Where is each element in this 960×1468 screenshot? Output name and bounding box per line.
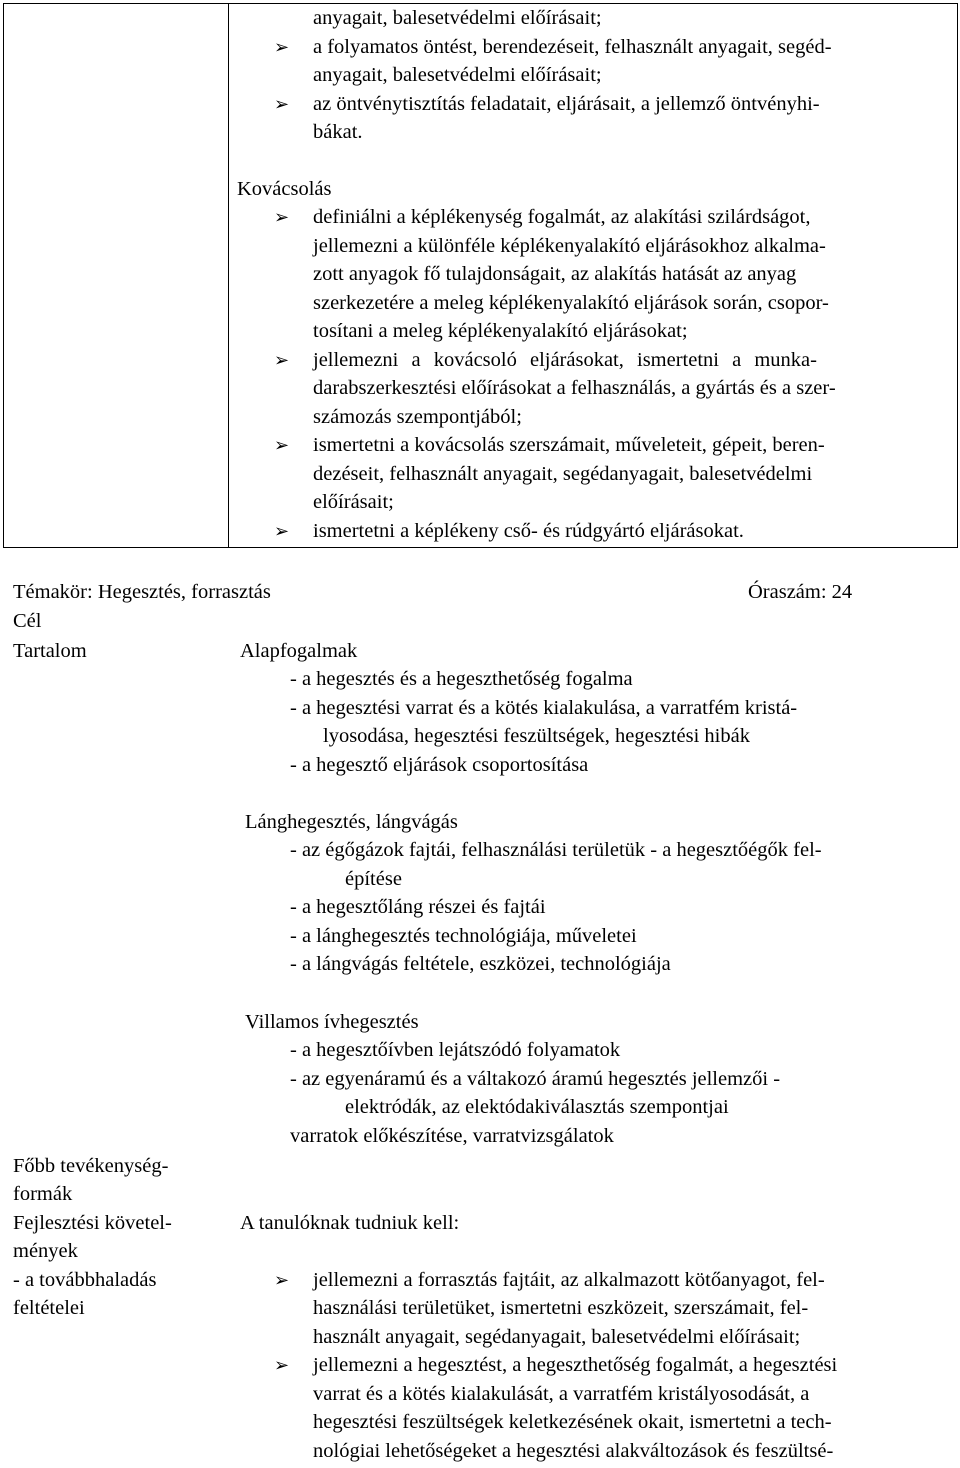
arc-title: Villamos ívhegesztés (245, 1011, 419, 1033)
arrowhead-bullet-icon: ➢ (274, 350, 290, 370)
bullet-line: jellemezni a kovácsoló eljárásokat, ismertetni a munka- (313, 349, 817, 371)
bullet-line: a folyamatos öntést, berendezéseit, felhasznált anyagait, segéd- (313, 36, 832, 58)
basics-title: Alapfogalmak (240, 640, 358, 662)
requirement-line: jellemezni a hegesztést, a hegeszthetőség fogalmát, a hegesztési (313, 1354, 838, 1376)
requirement-line: használt anyagait, segédanyagait, balesetvédelmi előírásait; (313, 1326, 801, 1348)
activities-label: Főbb tevékenység- (13, 1155, 169, 1177)
content-line: - a hegesztőívben lejátszódó folyamatok (290, 1039, 621, 1061)
content-label: Tartalom (13, 640, 87, 662)
requirement-line: hegesztési feszültségek keletkezésének okait, ismertetni a tech- (313, 1411, 832, 1433)
arrowhead-bullet-icon: ➢ (274, 1270, 290, 1290)
requirement-line: varrat és a kötés kialakulását, a varratfém kristályosodását, a (313, 1383, 810, 1405)
gas-title: Lánghegesztés, lángvágás (245, 811, 458, 833)
bullet-line: jellemezni a különféle képlékenyalakító eljárásokhoz alkalma- (313, 235, 826, 257)
content-line: - az egyenáramú és a váltakozó áramú hegesztés jellemzői - (290, 1068, 781, 1090)
continued-line: anyagait, balesetvédelmi előírásait; (313, 7, 602, 29)
bullet-line: bákat. (313, 121, 363, 143)
bullet-line: tosítani a meleg képlékenyalakító eljárásokat; (313, 320, 688, 342)
requirements-label: Fejlesztési követel- (13, 1212, 172, 1234)
topic-hours: Óraszám: 24 (748, 581, 853, 603)
topic-label: Témakör: Hegesztés, forrasztás (13, 581, 271, 603)
requirements-intro: A tanulóknak tudniuk kell: (240, 1212, 460, 1234)
content-line: lyosodása, hegesztési feszültségek, hegesztési hibák (323, 725, 750, 747)
content-line: elektródák, az elektódakiválasztás szempontjai (345, 1096, 729, 1118)
top-table-left-cell (3, 3, 229, 548)
requirement-line: jellemezni a forrasztás fajtáit, az alkalmazott kötőanyagot, fel- (313, 1269, 825, 1291)
content-line: varratok előkészítése, varratvizsgálatok (290, 1125, 614, 1147)
content-line: - a lángvágás feltétele, eszközei, technológiája (290, 953, 671, 975)
bullet-line: darabszerkesztési előírásokat a felhasználás, a gyártás és a szer- (313, 377, 836, 399)
content-line: - az égőgázok fajtái, felhasználási területük - a hegesztőégők fel- (290, 839, 822, 861)
progress-label: - a továbbhaladás (13, 1269, 157, 1291)
bullet-line: az öntvénytisztítás feladatait, eljárásait, a jellemző öntvényhi- (313, 93, 820, 115)
bullet-line: ismertetni a képlékeny cső- és rúdgyártó eljárásokat. (313, 520, 744, 542)
activities-label: formák (13, 1183, 73, 1205)
arrowhead-bullet-icon: ➢ (274, 521, 290, 541)
bullet-line: ismertetni a kovácsolás szerszámait, műveleteit, gépeit, beren- (313, 434, 825, 456)
content-line: - a hegesztési varrat és a kötés kialakulása, a varratfém kristá- (290, 697, 798, 719)
requirements-label: mények (13, 1240, 78, 1262)
requirement-line: használási területüket, ismertetni eszközeit, szerszámait, fel- (313, 1297, 809, 1319)
bullet-line: számozás szempontjából; (313, 406, 522, 428)
requirement-line: nológiai lehetőségeket a hegesztési alakváltozások és feszültsé- (313, 1440, 834, 1462)
bullet-line: előírásait; (313, 491, 394, 513)
content-line: - a hegesztőláng részei és fajtái (290, 896, 546, 918)
arrowhead-bullet-icon: ➢ (274, 207, 290, 227)
arrowhead-bullet-icon: ➢ (274, 435, 290, 455)
arrowhead-bullet-icon: ➢ (274, 1355, 290, 1375)
content-line: - a hegesztés és a hegeszthetőség fogalma (290, 668, 633, 690)
bullet-line: anyagait, balesetvédelmi előírásait; (313, 64, 602, 86)
content-line: - a hegesztő eljárások csoportosítása (290, 754, 589, 776)
progress-label: feltételei (13, 1297, 85, 1319)
content-line: építése (345, 868, 402, 890)
arrowhead-bullet-icon: ➢ (274, 37, 290, 57)
bullet-line: zott anyagok fő tulajdonságait, az alakítás hatását az anyag (313, 263, 797, 285)
bullet-line: szerkezetére a meleg képlékenyalakító eljárások során, csopor- (313, 292, 829, 314)
bullet-line: definiálni a képlékenység fogalmát, az alakítási szilárdságot, (313, 206, 811, 228)
arrowhead-bullet-icon: ➢ (274, 94, 290, 114)
content-line: - a lánghegesztés technológiája, műveletei (290, 925, 637, 947)
bullet-line: dezéseit, felhasznált anyagait, segédanyagait, balesetvédelmi (313, 463, 813, 485)
forging-title: Kovácsolás (237, 178, 332, 200)
goal-label: Cél (13, 610, 42, 632)
